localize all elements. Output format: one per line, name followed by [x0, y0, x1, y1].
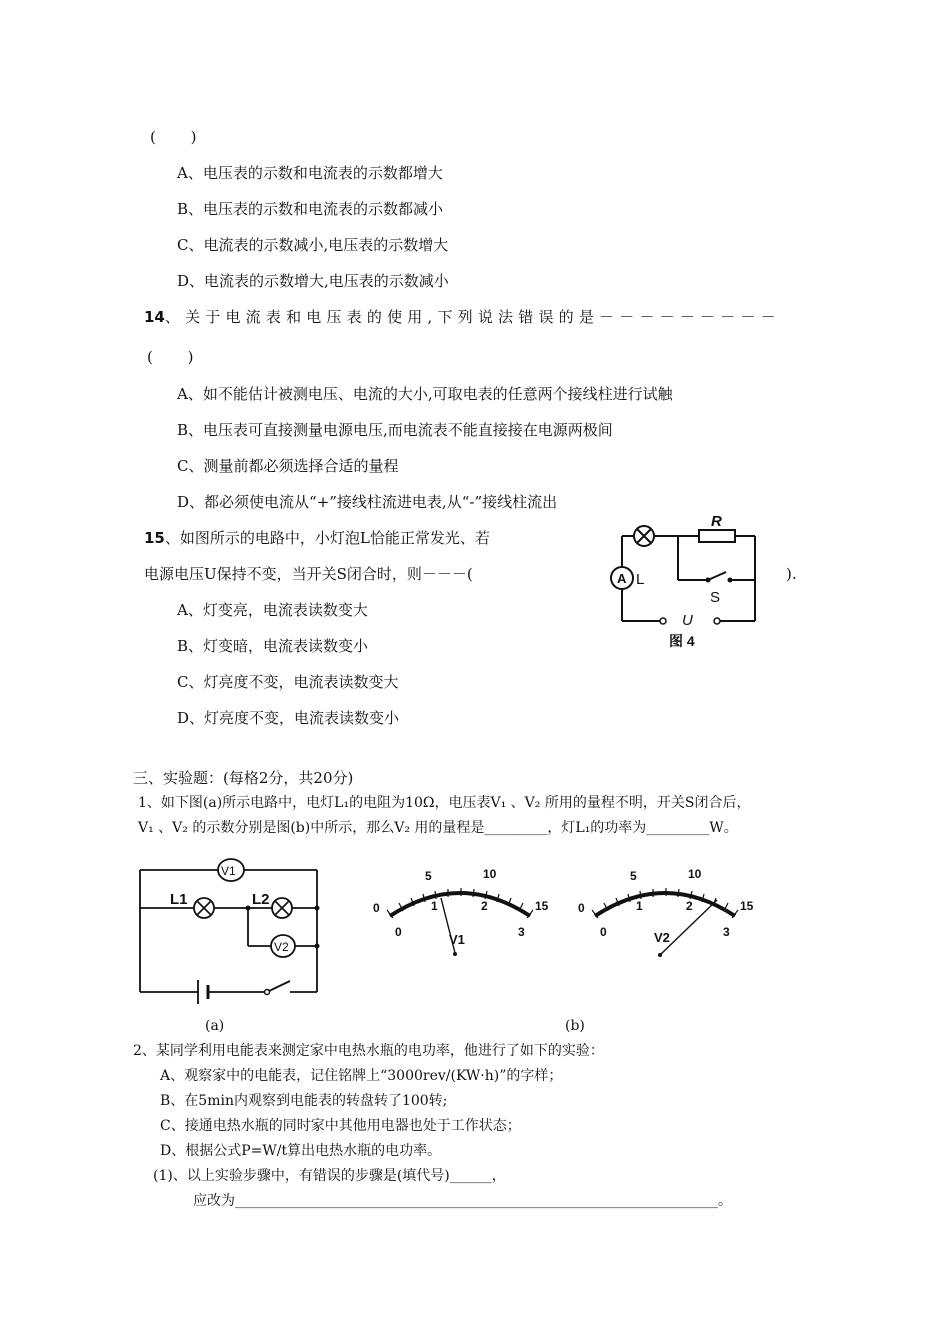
fig-a-l2-label: L2 [252, 891, 270, 908]
meter2-needle-label: V2 [654, 930, 670, 945]
fig-a-l1-label: L1 [170, 891, 188, 908]
q15-number: 15 [144, 529, 165, 547]
q15-option-d: D、灯亮度不变，电流表读数变小 [177, 709, 400, 727]
meter1-outer-10: 10 [483, 867, 497, 881]
q13-answer-paren: ( ) [150, 128, 197, 146]
meter1-inner-3: 3 [518, 925, 525, 939]
figure-a-circuit [132, 850, 332, 1005]
lamp-icon [634, 526, 654, 546]
lamp-l2-icon [272, 898, 292, 918]
section3-q2-step-a: A、观察家中的电能表，记住铭牌上“3000rev/(KW·h)”的字样； [160, 1068, 563, 1084]
q15-option-a: A、灯变亮，电流表读数变大 [177, 601, 368, 619]
q13-option-d: D、电流表的示数增大,电压表的示数减小 [177, 272, 449, 290]
meter2-inner-2: 2 [686, 899, 693, 913]
meter1-inner-2: 2 [481, 899, 488, 913]
q14-option-a: A、如不能估计被测电压、电流的大小,可取电表的任意两个接线柱进行试触 [177, 385, 673, 403]
meter-v1 [365, 860, 565, 960]
figure-4-circuit [600, 510, 780, 655]
label-u: U [682, 612, 693, 629]
section3-q2-step-b: B、在5min内观察到电能表的转盘转了100转; [160, 1093, 448, 1109]
voltmeter-v2-icon [271, 935, 295, 957]
meter2-inner-1: 1 [636, 899, 643, 913]
q14-answer-paren: ( ) [147, 348, 194, 366]
section3-q2-sub1: (1)、以上实验步骤中，有错误的步骤是(填代号)______， [153, 1168, 506, 1184]
label-s: S [710, 589, 721, 606]
label-l: L [636, 571, 645, 588]
meter1-needle-label: V1 [449, 932, 465, 947]
q15-stem-line2: 电源电压U保持不变，当开关S闭合时，则－－－( [144, 565, 473, 583]
label-r: R [711, 513, 722, 530]
q13-option-a: A、电压表的示数和电流表的示数都增大 [177, 164, 443, 182]
q15-paren-close: ). [786, 565, 797, 583]
meter2-inner-3: 3 [723, 925, 730, 939]
section3-q2-stem: 2、某同学利用电能表来测定家中电热水瓶的电功率，他进行了如下的实验： [133, 1043, 604, 1059]
section3-heading: 三、实验题：(每格2分，共20分) [133, 769, 354, 787]
meter2-inner-0: 0 [600, 925, 607, 939]
q13-option-b: B、电压表的示数和电流表的示数都减小 [177, 200, 444, 218]
switch-icon [706, 572, 733, 583]
q14-number: 14 [144, 308, 165, 326]
q15-option-b: B、灯变暗，电流表读数变小 [177, 637, 369, 655]
meter-v2 [570, 860, 770, 960]
section3-q1-line2: V₁ 、V₂ 的示数分别是图(b)中所示，那么V₂ 用的量程是_________，灯L₁的功率为_________W。 [138, 820, 738, 836]
section3-q1-line1: 1、如下图(a)所示电路中，电灯L₁的电阻为10Ω，电压表V₁ 、V₂ 所用的量程不明，开关S闭合后， [138, 795, 751, 811]
resistor-icon [699, 530, 735, 542]
meter2-outer-10: 10 [688, 867, 702, 881]
q14-stem [144, 307, 781, 327]
voltmeter-v1-icon [218, 859, 244, 881]
meter1-outer-15: 15 [535, 899, 549, 913]
battery-icon [198, 980, 208, 1004]
q15-option-c: C、灯亮度不变，电流表读数变大 [177, 673, 399, 691]
ammeter-label: A [617, 571, 627, 586]
figure-4-caption: 图 4 [669, 633, 695, 649]
meter1-outer-5: 5 [425, 869, 432, 883]
meter1-outer-0: 0 [373, 901, 380, 915]
lamp-l1-icon [194, 898, 214, 918]
figure-b-caption: (b) [565, 1018, 585, 1034]
q15-stem-text1: 、如图所示的电路中，小灯泡L恰能正常发光、若 [164, 529, 490, 547]
ammeter-icon [611, 567, 633, 589]
fig-a-v2-label: V2 [274, 940, 289, 954]
section3-q2-sub1-fix: 应改为_____________________________________________________________________。 [193, 1193, 732, 1209]
q13-option-c: C、电流表的示数减小,电压表的示数增大 [177, 236, 449, 254]
q14-option-c: C、测量前都必须选择合适的量程 [177, 457, 399, 475]
meter2-outer-15: 15 [740, 899, 754, 913]
figure-a-caption: (a) [205, 1018, 225, 1034]
q14-option-d: D、都必须使电流从“+”接线柱流进电表,从“-”接线柱流出 [177, 493, 558, 511]
meter2-outer-0: 0 [578, 901, 585, 915]
q15-stem-line1 [144, 528, 490, 548]
section3-q2-step-c: C、接通电热水瓶的同时家中其他用电器也处于工作状态； [160, 1118, 521, 1134]
q14-option-b: B、电压表可直接测量电源电压,而电流表不能直接接在电源两极间 [177, 421, 613, 439]
fig-a-v1-label: V1 [221, 864, 236, 878]
meter1-inner-1: 1 [431, 899, 438, 913]
meter1-inner-0: 0 [395, 925, 402, 939]
switch-icon [265, 981, 291, 995]
section3-q2-step-d: D、根据公式P=W/t算出电热水瓶的电功率。 [160, 1143, 442, 1159]
q14-stem-text: 、关于电流表和电压表的使用,下列说法错误的是－－－－－－－－－ [164, 308, 781, 326]
meter2-outer-5: 5 [630, 869, 637, 883]
